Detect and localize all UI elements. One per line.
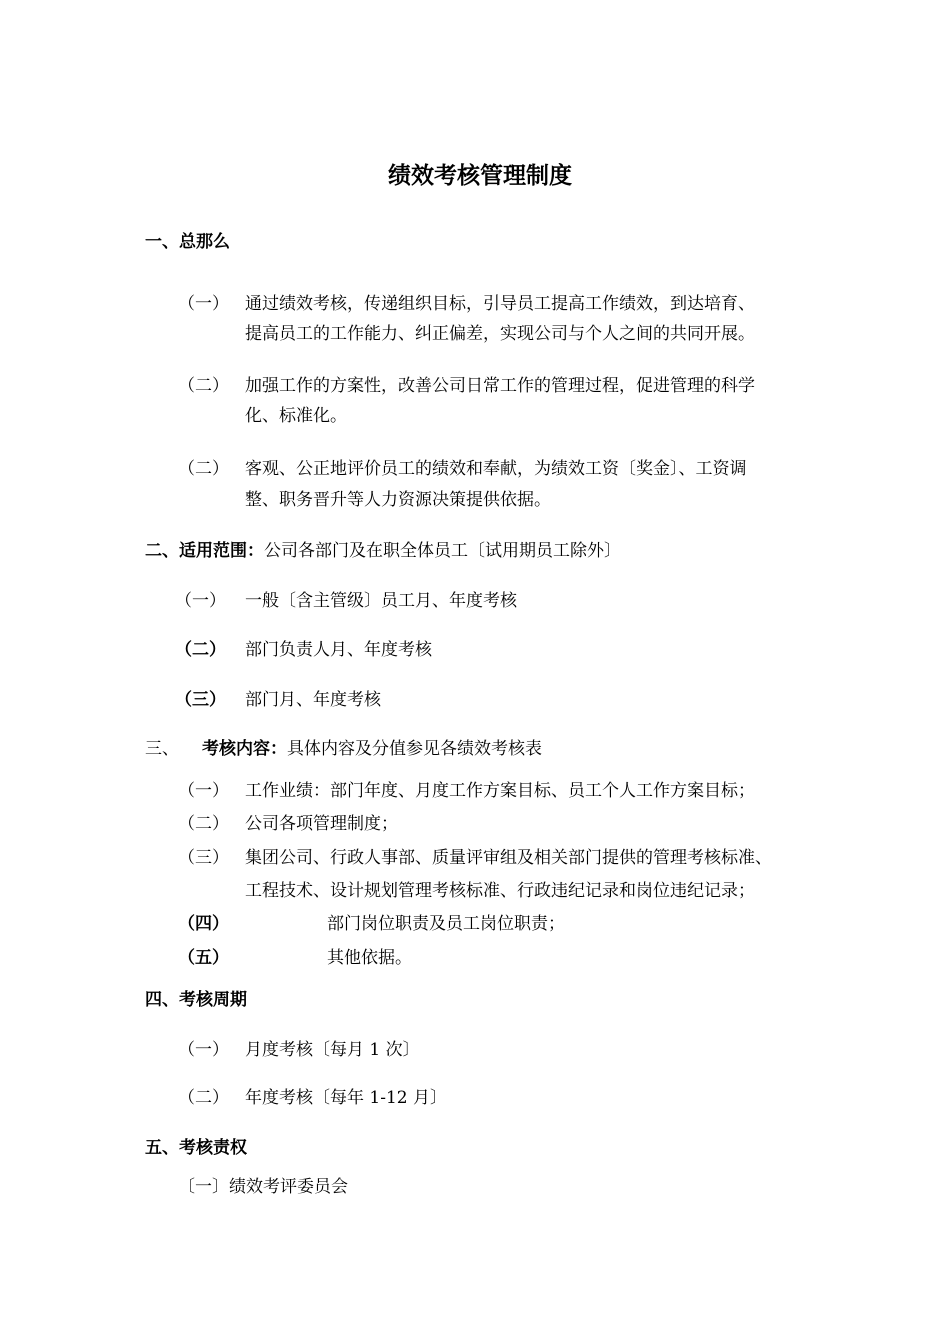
s3-item-2-label: （二） bbox=[178, 814, 229, 834]
section-5-heading: 五、考核责权 bbox=[145, 1138, 247, 1158]
s2-item-1-text: 一般〔含主管级〕员工月、年度考核 bbox=[245, 591, 517, 611]
s1-item-1-line1: 通过绩效考核，传递组织目标，引导员工提高工作绩效，到达培育、 bbox=[245, 294, 755, 314]
s4-item-2-label: （二） bbox=[178, 1088, 229, 1108]
s5-sub-heading: 〔一〕绩效考评委员会 bbox=[178, 1177, 348, 1197]
section-1-heading: 一、总那么 bbox=[145, 232, 230, 252]
s3-item-3-line1: 集团公司、行政人事部、质量评审组及相关部门提供的管理考核标准、 bbox=[245, 848, 772, 868]
s1-item-3-line2: 整、职务晋升等人力资源决策提供依据。 bbox=[245, 490, 551, 510]
section-2-heading: 二、适用范围： bbox=[145, 541, 264, 561]
s3-item-3-label: （三） bbox=[178, 848, 229, 868]
s2-item-2-label: （二） bbox=[175, 640, 226, 660]
s3-item-3-line2: 工程技术、设计规划管理考核标准、行政违纪记录和岗位违纪记录； bbox=[245, 881, 755, 901]
s3-item-1-text: 工作业绩：部门年度、月度工作方案目标、员工个人工作方案目标； bbox=[245, 781, 755, 801]
section-3-heading: 考核内容： bbox=[202, 739, 287, 759]
s1-item-1-line2: 提高员工的工作能力、纠正偏差，实现公司与个人之间的共同开展。 bbox=[245, 324, 755, 344]
s3-item-1-label: （一） bbox=[178, 781, 229, 801]
s1-item-3-label: （二） bbox=[178, 459, 229, 479]
s3-item-4-text: 部门岗位职责及员工岗位职责； bbox=[327, 914, 565, 934]
s1-item-1-label: （一） bbox=[178, 294, 229, 314]
section-3-line bbox=[202, 737, 542, 761]
s2-item-1-label: （一） bbox=[175, 591, 226, 611]
section-3-text: 具体内容及分值参见各绩效考核表 bbox=[287, 739, 542, 759]
s4-item-2-text: 年度考核〔每年 1-12 月〕 bbox=[245, 1088, 447, 1108]
s3-item-4-label: （四） bbox=[178, 914, 229, 934]
s4-item-1-label: （一） bbox=[178, 1040, 229, 1060]
s4-item-1-text: 月度考核〔每月 1 次〕 bbox=[245, 1040, 420, 1060]
s1-item-2-line2: 化、标准化。 bbox=[245, 406, 347, 426]
section-3-num: 三、 bbox=[145, 739, 179, 759]
section-2-line bbox=[145, 539, 621, 563]
section-4-heading: 四、考核周期 bbox=[145, 990, 247, 1010]
s1-item-3-line1: 客观、公正地评价员工的绩效和奉献，为绩效工资〔奖金〕、工资调 bbox=[245, 459, 747, 479]
s2-item-3-text: 部门月、年度考核 bbox=[245, 690, 381, 710]
s3-item-2-text: 公司各项管理制度； bbox=[245, 814, 398, 834]
s3-item-5-text: 其他依据。 bbox=[327, 948, 412, 968]
document-title: 绩效考核管理制度 bbox=[388, 162, 572, 189]
s2-item-3-label: （三） bbox=[175, 690, 226, 710]
s3-item-5-label: （五） bbox=[178, 948, 229, 968]
s2-item-2-text: 部门负责人月、年度考核 bbox=[245, 640, 432, 660]
s1-item-2-label: （二） bbox=[178, 376, 229, 396]
section-2-text: 公司各部门及在职全体员工〔试用期员工除外〕 bbox=[264, 541, 621, 561]
s1-item-2-line1: 加强工作的方案性，改善公司日常工作的管理过程，促进管理的科学 bbox=[245, 376, 755, 396]
